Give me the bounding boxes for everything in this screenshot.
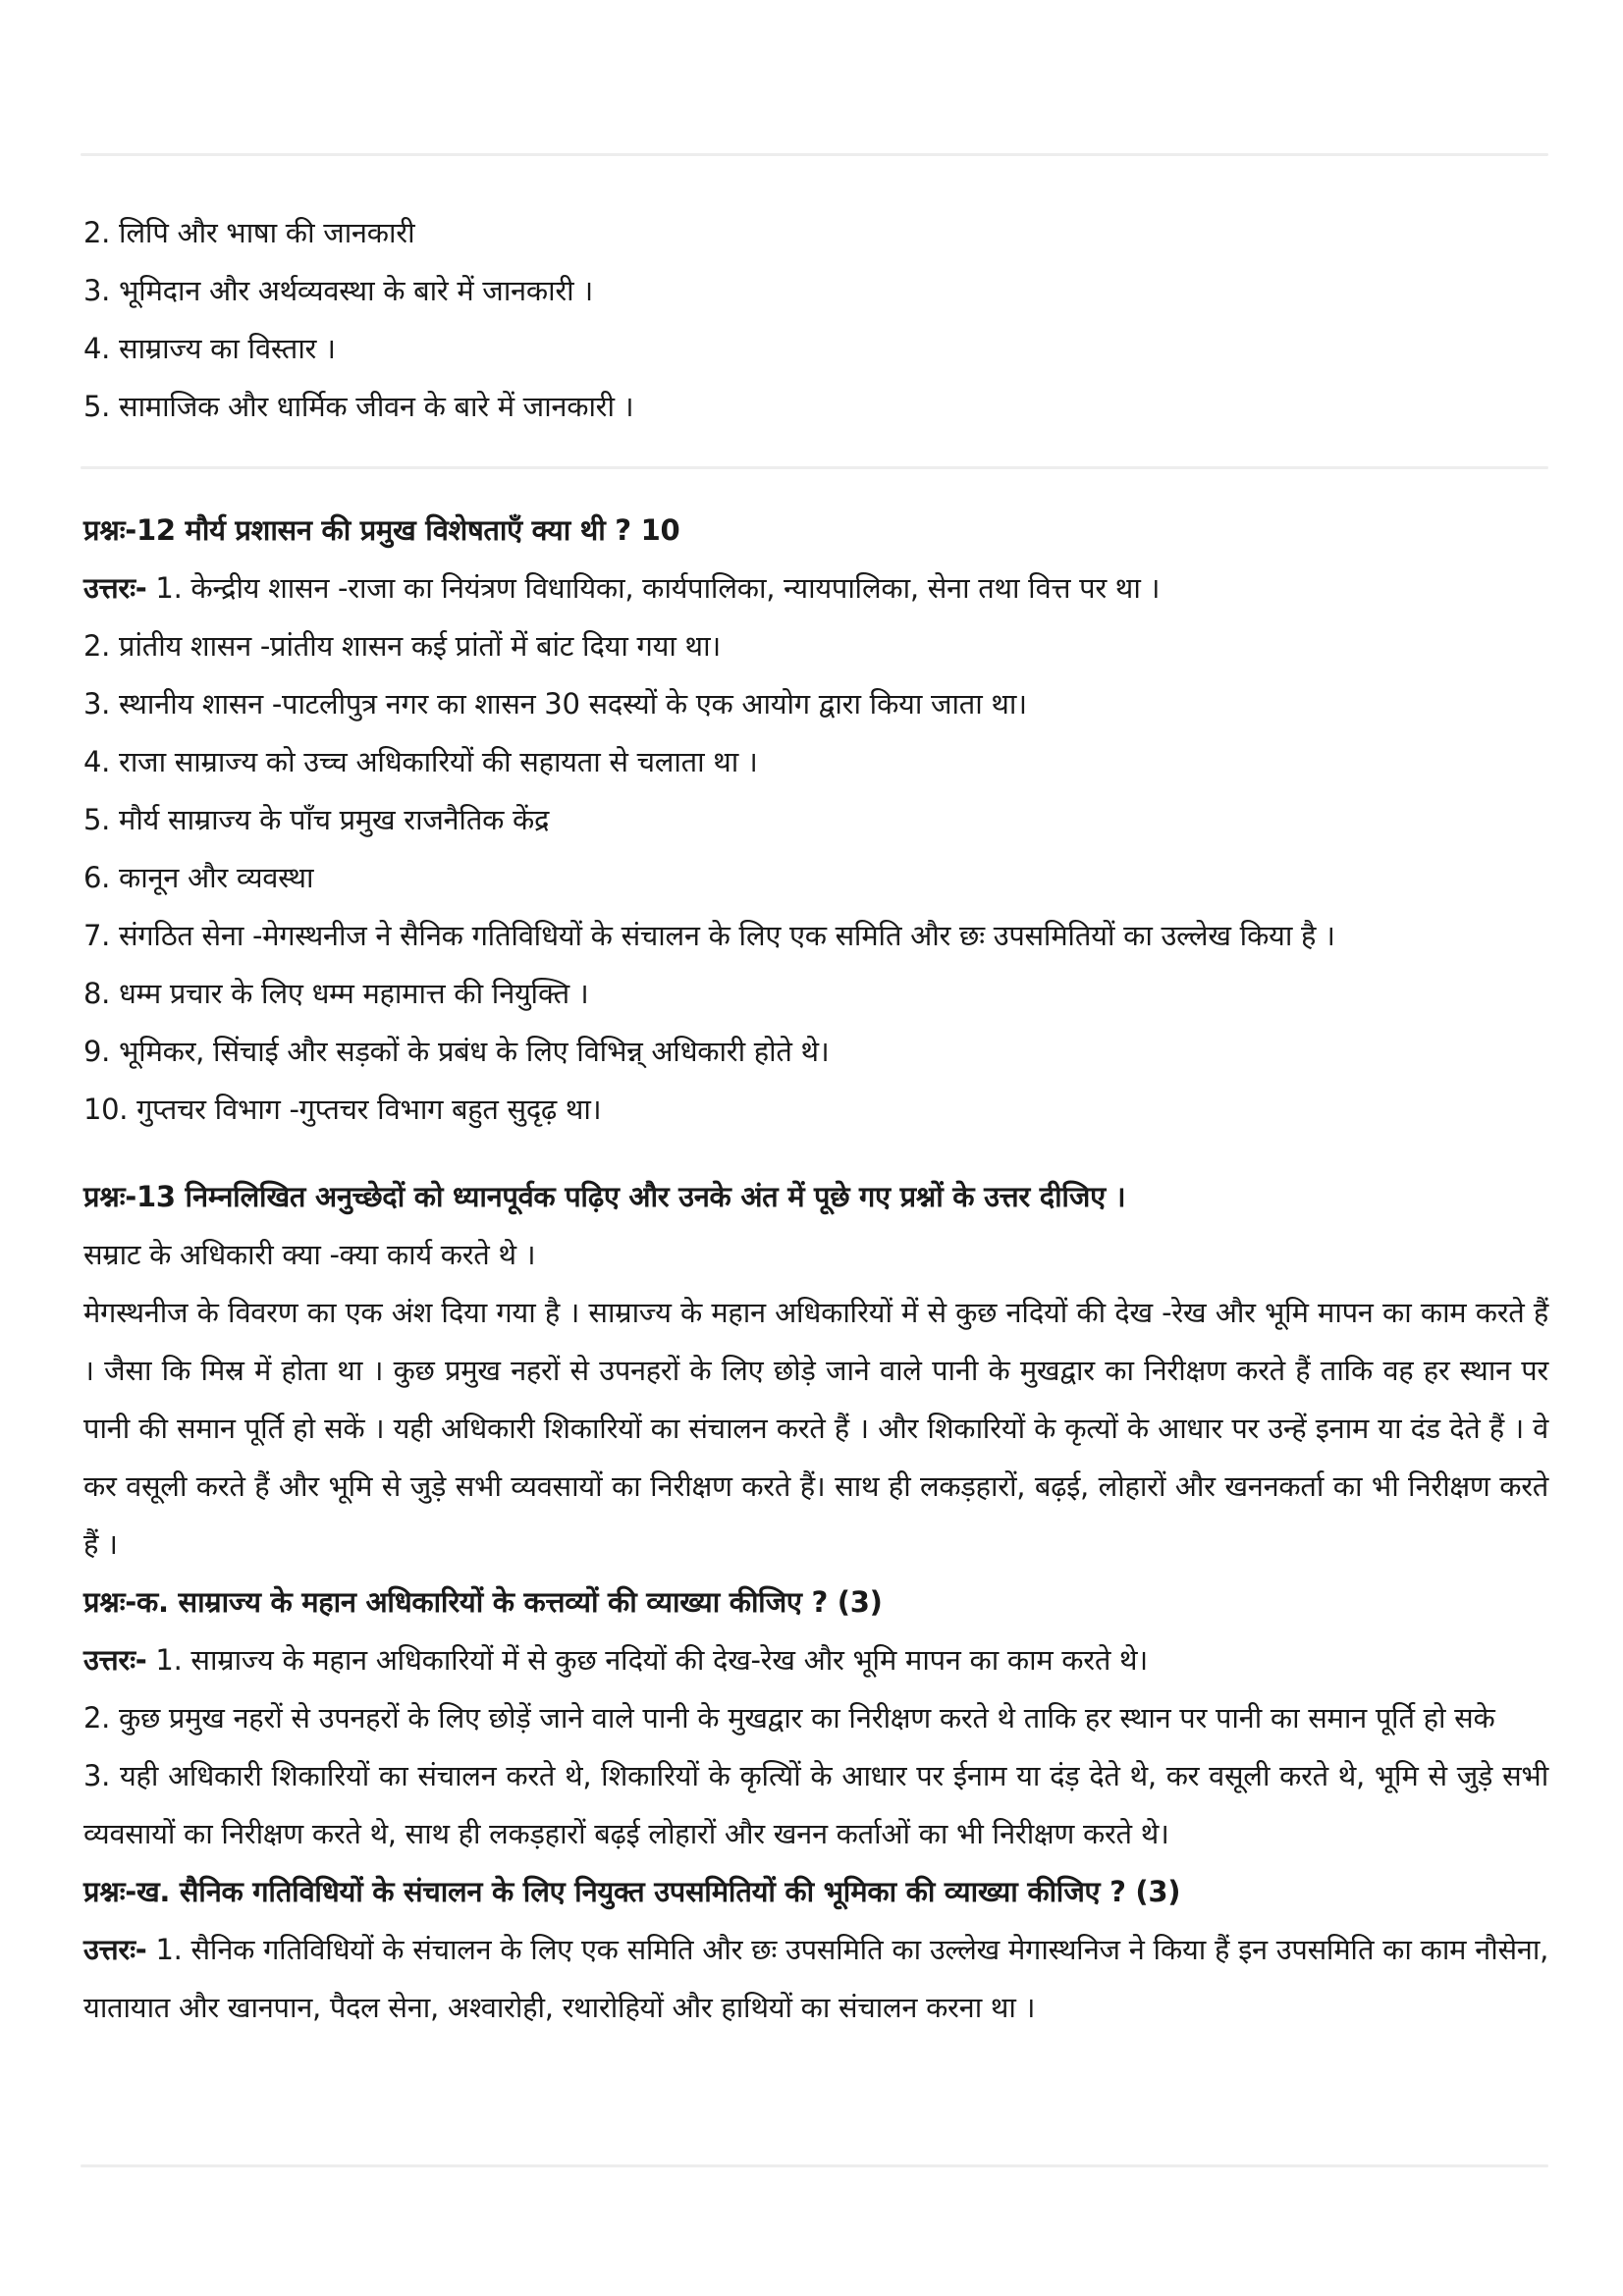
sub-a-point-3: 3. यही अधिकारी शिकारियों का संचालन करते थे, शिकारियों के कृत्यिों के आधार पर ईनाम या दंड़ देते थे, कर वसूली करते थे, भूमि से जुड़े सभी व्यवसायों का निरीक्षण करते थे, साथ ही लकड़हारों बढ़ई लोहारों और खनन कर्ताओं का भी निरीक्षण करते थे।	[83, 1759, 1548, 1850]
answer-point: 2. प्रांतीय शासन -प्रांतीय शासन कई प्रांतों में बांट दिया गया था।	[83, 629, 721, 663]
answer-point: 9. भूमिकर, सिंचाई और सड़कों के प्रबंध के लिए विभिन्न् अधिकारी होते थे।	[83, 1035, 830, 1068]
answer-label: उत्तरः-	[83, 1643, 147, 1677]
sub-a-answer-first	[83, 1631, 1548, 1689]
list-item: 5. सामाजिक और धार्मिक जीवन के बारे में जानकारी ।	[83, 390, 634, 423]
answer-text: 1. केन्द्रीय शासन -राजा का नियंत्रण विधायिका, कार्यपालिका, न्यायपालिका, सेना तथा वित्त पर था ।	[146, 571, 1161, 605]
answer-point: 4. राजा साम्राज्य को उच्च अधिकारियों की सहायता से चलाता था ।	[83, 745, 758, 778]
divider-middle	[81, 466, 1548, 469]
sub-question-b: प्रश्नः-ख. सैनिक गतिविधियों के संचालन के लिए नियुक्त उपसमितियों की भूमिका की व्याख्या कीजिए ? (3)	[83, 1875, 1181, 1908]
question-12-heading: प्रश्नः-12 मौर्य प्रशासन की प्रमुख विशेषताएँ क्या थी ? 10	[83, 513, 680, 547]
answer-point: 6. कानून और व्यवस्था	[83, 861, 314, 894]
sub-question-a: प्रश्नः-क. साम्राज्य के महान अधिकारियों के कत्तव्यों की व्याख्या कीजिए ? (3)	[83, 1585, 883, 1619]
list-item: 4. साम्राज्य का विस्तार ।	[83, 332, 336, 365]
answer-label: उत्तरः-	[83, 1933, 147, 1966]
question-12-answer-first	[83, 560, 1548, 617]
answer-point: 7. संगठित सेना -मेगस्थनीज ने सैनिक गतिविधियों के संचालन के लिए एक समिति और छः उपसमितियों का उल्लेख किया है ।	[83, 919, 1335, 952]
answer-point: 3. स्थानीय शासन -पाटलीपुत्र नगर का शासन 30 सदस्यों के एक आयोग द्वारा किया जाता था।	[83, 687, 1027, 721]
list-item: 2. लिपि और भाषा की जानकारी	[83, 216, 415, 249]
sub-b-answer	[83, 1921, 1548, 2037]
passage-title: सम्राट के अधिकारी क्या -क्या कार्य करते थे ।	[83, 1238, 536, 1271]
question-13-heading: प्रश्नः-13 निम्नलिखित अनुच्छेदों को ध्यानपूर्वक पढ़िए और उनके अंत में पूछे गए प्रश्नों के उत्तर दीजिए ।	[83, 1180, 1126, 1213]
answer-point: 8. धम्म प्रचार के लिए धम्म महामात्त की नियुक्ति ।	[83, 977, 589, 1010]
divider-top	[81, 153, 1548, 156]
question-12-section	[83, 502, 1548, 1139]
passage-text: मेगस्थनीज के विवरण का एक अंश दिया गया है । साम्राज्य के महान अधिकारियों में से कुछ नदियों की देख -रेख और भूमि मापन का काम करते हैं । जैसा कि मिस्र में होता था । कुछ प्रमुख नहरों से उपनहरों के लिए छोड़े जाने वाले पानी के मुखद्वार का निरीक्षण करते हैं ताकि वह हर स्थान पर पानी की समान पूर्ति हो सकें । यही अधिकारी शिकारियों का संचालन करते हैं । और शिकारियों के कृत्यों के आधार पर उन्हें इनाम या दंड देते हैं । वे कर वसूली करते हैं और भूमि से जुड़े सभी व्यवसायों का निरीक्षण करते हैं। साथ ही लकड़हारों, बढ़ई, लोहारों और खननकर्ता का भी निरीक्षण करते हैं ।	[83, 1296, 1548, 1561]
sub-a-point-2: 2. कुछ प्रमुख नहरों से उपनहरों के लिए छोड़ें जाने वाले पानी के मुखद्वार का निरीक्षण करते थे ताकि हर स्थान पर पानी का समान पूर्ति हो सके	[83, 1701, 1495, 1735]
answer-point: 10. गुप्तचर विभाग -गुप्तचर विभाग बहुत सुदृढ़ था।	[83, 1093, 602, 1126]
list-top	[83, 204, 1548, 436]
answer-point: 5. मौर्य साम्राज्य के पाँच प्रमुख राजनैतिक केंद्र	[83, 803, 550, 836]
divider-bottom	[81, 2164, 1548, 2167]
list-item: 3. भूमिदान और अर्थव्यवस्था के बारे में जानकारी ।	[83, 274, 593, 307]
answer-text: 1. साम्राज्य के महान अधिकारियों में से कुछ नदियों की देख-रेख और भूमि मापन का काम करते थे।	[146, 1643, 1148, 1677]
answer-label: उत्तरः-	[83, 571, 147, 605]
answer-text: 1. सैनिक गतिविधियों के संचालन के लिए एक समिति और छः उपसमिति का उल्लेख मेगास्थनिज ने किया हैं इन उपसमिति का काम नौसेना, यातायात और खानपान, पैदल सेना, अश्वारोही, रथारोहियों और हाथियों का संचालन करना था ।	[83, 1933, 1548, 2024]
question-13-section	[83, 1168, 1548, 2037]
